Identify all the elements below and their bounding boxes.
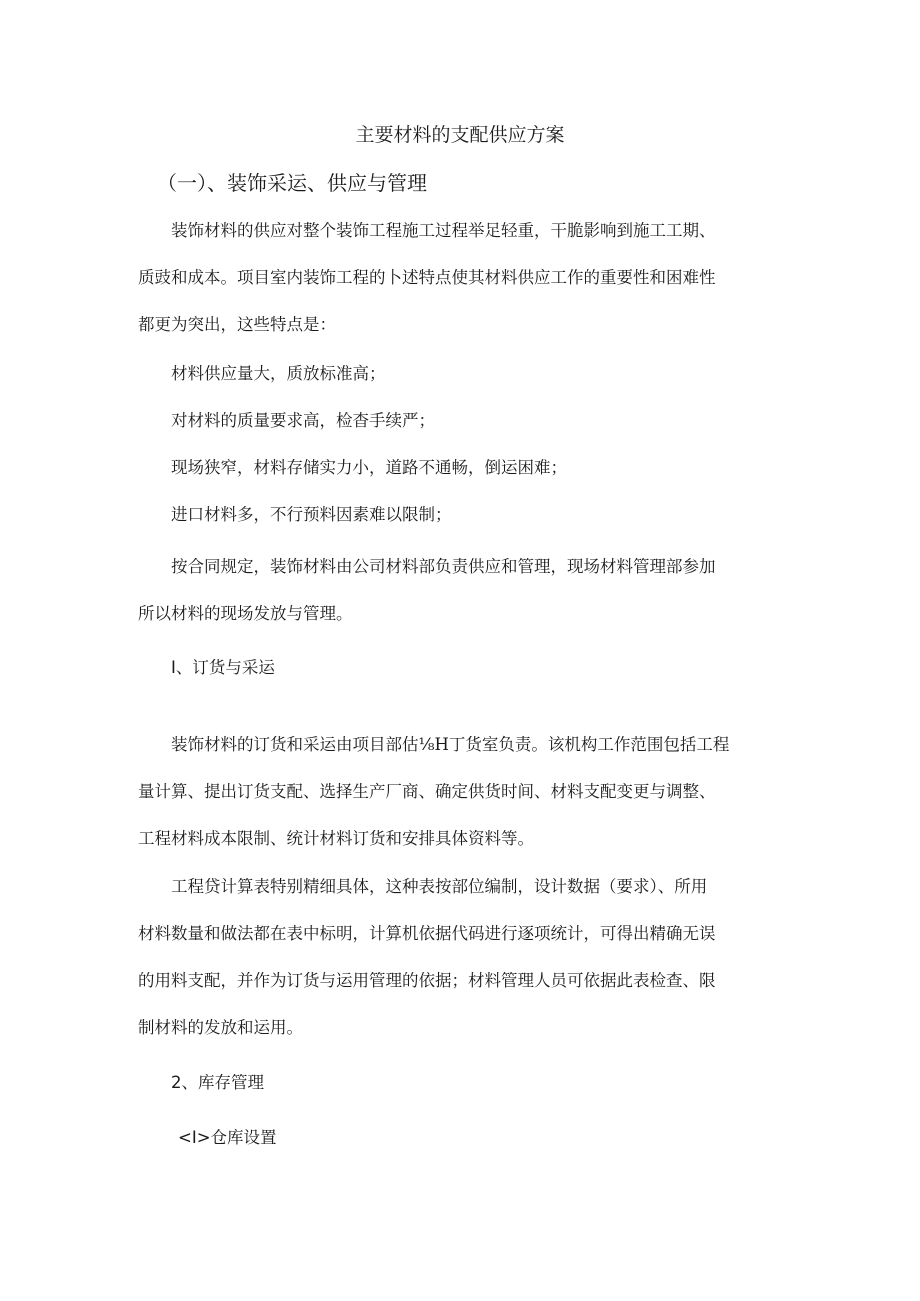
contract-paragraph	[138, 543, 788, 637]
intro-line: 质豉和成本。项目室内装饰工程的卜述特点使其材料供应工作的重要性和困难性	[138, 268, 716, 287]
ordering-line: 工程材料成本限制、统计材料订货和安排具体资料等。	[138, 829, 534, 848]
point-item: 进口材料多，不行预料因素难以限制；	[171, 505, 452, 524]
subsection-ordering: I、订货与采运	[171, 658, 275, 677]
subsection-warehouse: <I>仓库设置	[178, 1128, 277, 1147]
ordering-line: 量计算、提出订货支配、选择生产厂商、确定供货时间、材料支配变更与调整、	[138, 782, 716, 801]
intro-line: 都更为突出，这些特点是：	[138, 315, 336, 334]
calculation-line: 制材料的发放和运用。	[138, 1018, 303, 1037]
calculation-line: 的用料支配，并作为订货与运用管理的依据；材料管理人员可依据此表检查、限	[138, 971, 716, 990]
intro-line: 装饰材料的供应对整个装饰工程施工过程举足轻重，干脆影响到施工工期、	[171, 221, 716, 240]
intro-paragraph	[138, 207, 788, 348]
page-title: 主要材料的支配供应方案	[355, 124, 565, 146]
contract-line: 按合同规定，装饰材料由公司材料部负责供应和管理，现场材料管理部参加	[171, 557, 716, 576]
calculation-line: 材料数量和做法都在表中标明，计算机依据代码进行逐项统计，可得出精确无误	[138, 924, 716, 943]
calculation-paragraph	[138, 863, 788, 1051]
ordering-line: 装饰材料的订货和采运由项目部估⅛H丁货室负责。该机构工作范围包括工程	[171, 735, 730, 754]
subsection-inventory: 2、库存管理	[171, 1073, 264, 1092]
contract-line: 所以材料的现场发放与管理。	[138, 604, 353, 623]
point-item: 现场狭窄，材料存储实力小，道路不通畅，倒运困难；	[171, 458, 567, 477]
point-item: 材料供应量大，质放标准高；	[171, 364, 386, 383]
calculation-line: 工程贷计算表特别精细具体，这种表按部位编制，设计数据（要求）、所用	[171, 877, 708, 896]
section-heading: （一）、装饰采运、供应与管理	[157, 171, 427, 195]
ordering-paragraph	[138, 721, 788, 862]
point-item: 对材料的质量要求高，检杳手续严；	[171, 411, 435, 430]
